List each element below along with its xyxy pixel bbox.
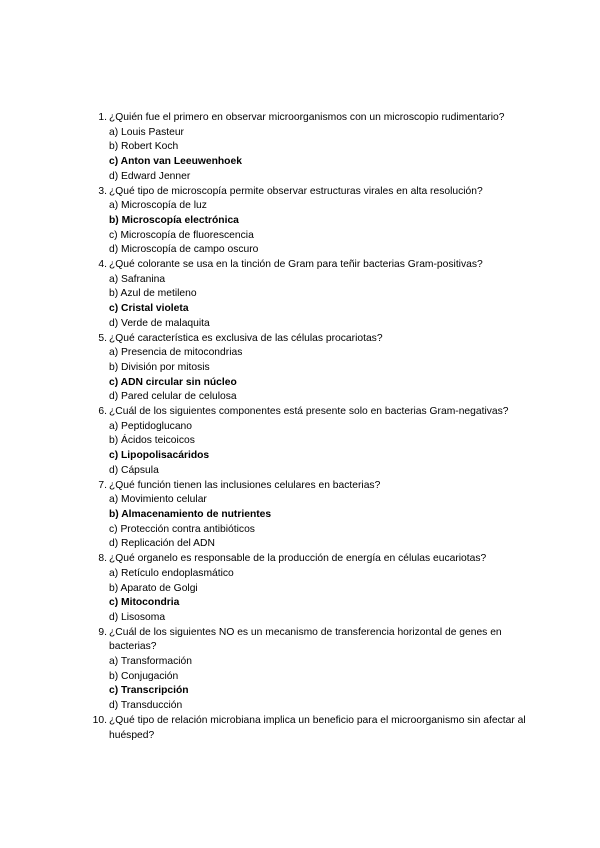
answer-option: a) Louis Pasteur bbox=[109, 126, 184, 138]
question-item bbox=[88, 111, 528, 185]
answer-option: a) Peptidoglucano bbox=[109, 420, 193, 432]
question-item bbox=[88, 626, 528, 714]
answer-option: d) Transducción bbox=[109, 700, 183, 712]
question-item bbox=[88, 552, 528, 626]
answer-option: b) Conjugación bbox=[109, 670, 179, 682]
answer-option: d) Pared celular de celulosa bbox=[109, 391, 237, 403]
answer-option: a) Presencia de mitocondrias bbox=[109, 347, 243, 359]
question-number: 6. bbox=[98, 406, 107, 418]
answer-option-correct: c) Transcripción bbox=[109, 685, 189, 697]
answer-option-correct: c) ADN circular sin núcleo bbox=[109, 376, 237, 388]
question-number: 3. bbox=[98, 185, 107, 197]
answer-option: a) Retículo endoplasmático bbox=[109, 567, 234, 579]
answer-option: d) Edward Jenner bbox=[109, 170, 191, 182]
question-text: ¿Cuál de los siguientes componentes está presente solo en bacterias Gram-negativas? bbox=[109, 406, 509, 418]
answer-option: d) Microscopía de campo oscuro bbox=[109, 244, 259, 256]
question-item bbox=[88, 479, 528, 553]
answer-option: a) Transformación bbox=[109, 656, 192, 668]
question-item bbox=[88, 332, 528, 406]
question-text: ¿Qué característica es exclusiva de las células procariotas? bbox=[109, 332, 383, 344]
question-text: ¿Cuál de los siguientes NO es un mecanismo de transferencia horizontal de genes en bacterias? bbox=[109, 626, 502, 653]
question-item bbox=[88, 185, 528, 259]
answer-option: a) Movimiento celular bbox=[109, 494, 207, 506]
question-item bbox=[88, 405, 528, 479]
answer-option: b) Aparato de Golgi bbox=[109, 582, 198, 594]
question-number: 5. bbox=[98, 332, 107, 344]
question-text: ¿Qué organelo es responsable de la producción de energía en células eucariotas? bbox=[109, 553, 487, 565]
answer-option-correct: c) Cristal violeta bbox=[109, 303, 189, 315]
question-text: ¿Qué tipo de relación microbiana implica un beneficio para el microorganismo sin afectar al huésped? bbox=[109, 714, 526, 741]
answer-option: b) Azul de metileno bbox=[109, 288, 197, 300]
answer-option-correct: c) Mitocondria bbox=[109, 597, 180, 609]
answer-option: d) Verde de malaquita bbox=[109, 317, 210, 329]
answer-option: b) Robert Koch bbox=[109, 141, 179, 153]
answer-option: a) Safranina bbox=[109, 273, 166, 285]
question-item bbox=[88, 258, 528, 332]
answer-option: d) Cápsula bbox=[109, 464, 159, 476]
answer-option: b) Ácidos teicoicos bbox=[109, 435, 195, 447]
answer-option: d) Replicación del ADN bbox=[109, 538, 215, 550]
question-number: 1. bbox=[98, 112, 107, 123]
answer-option-correct: c) Lipopolisacáridos bbox=[109, 450, 210, 462]
question-number: 8. bbox=[98, 553, 107, 565]
question-text: ¿Qué función tienen las inclusiones celulares en bacterias? bbox=[109, 479, 381, 491]
answer-option-correct: b) Microscopía electrónica bbox=[109, 214, 239, 226]
answer-option: d) Lisosoma bbox=[109, 611, 166, 623]
answer-option: c) Protección contra antibióticos bbox=[109, 523, 255, 535]
question-text: ¿Qué colorante se usa en la tinción de Gram para teñir bacterias Gram-positivas? bbox=[109, 259, 483, 271]
question-text: ¿Qué tipo de microscopía permite observar estructuras virales en alta resolución? bbox=[109, 185, 483, 197]
answer-option: c) Microscopía de fluorescencia bbox=[109, 229, 254, 241]
question-text: ¿Quién fue el primero en observar microorganismos con un microscopio rudimentario? bbox=[109, 112, 505, 123]
question-number: 4. bbox=[98, 259, 107, 271]
question-number: 7. bbox=[98, 479, 107, 491]
question-number: 9. bbox=[98, 626, 107, 638]
answer-option: b) División por mitosis bbox=[109, 361, 210, 373]
question-number: 10. bbox=[92, 714, 107, 726]
question-item bbox=[88, 714, 528, 743]
question-list bbox=[88, 111, 528, 743]
answer-option-correct: c) Anton van Leeuwenhoek bbox=[109, 156, 242, 168]
answer-option: a) Microscopía de luz bbox=[109, 200, 207, 212]
answer-option-correct: b) Almacenamiento de nutrientes bbox=[109, 508, 272, 520]
